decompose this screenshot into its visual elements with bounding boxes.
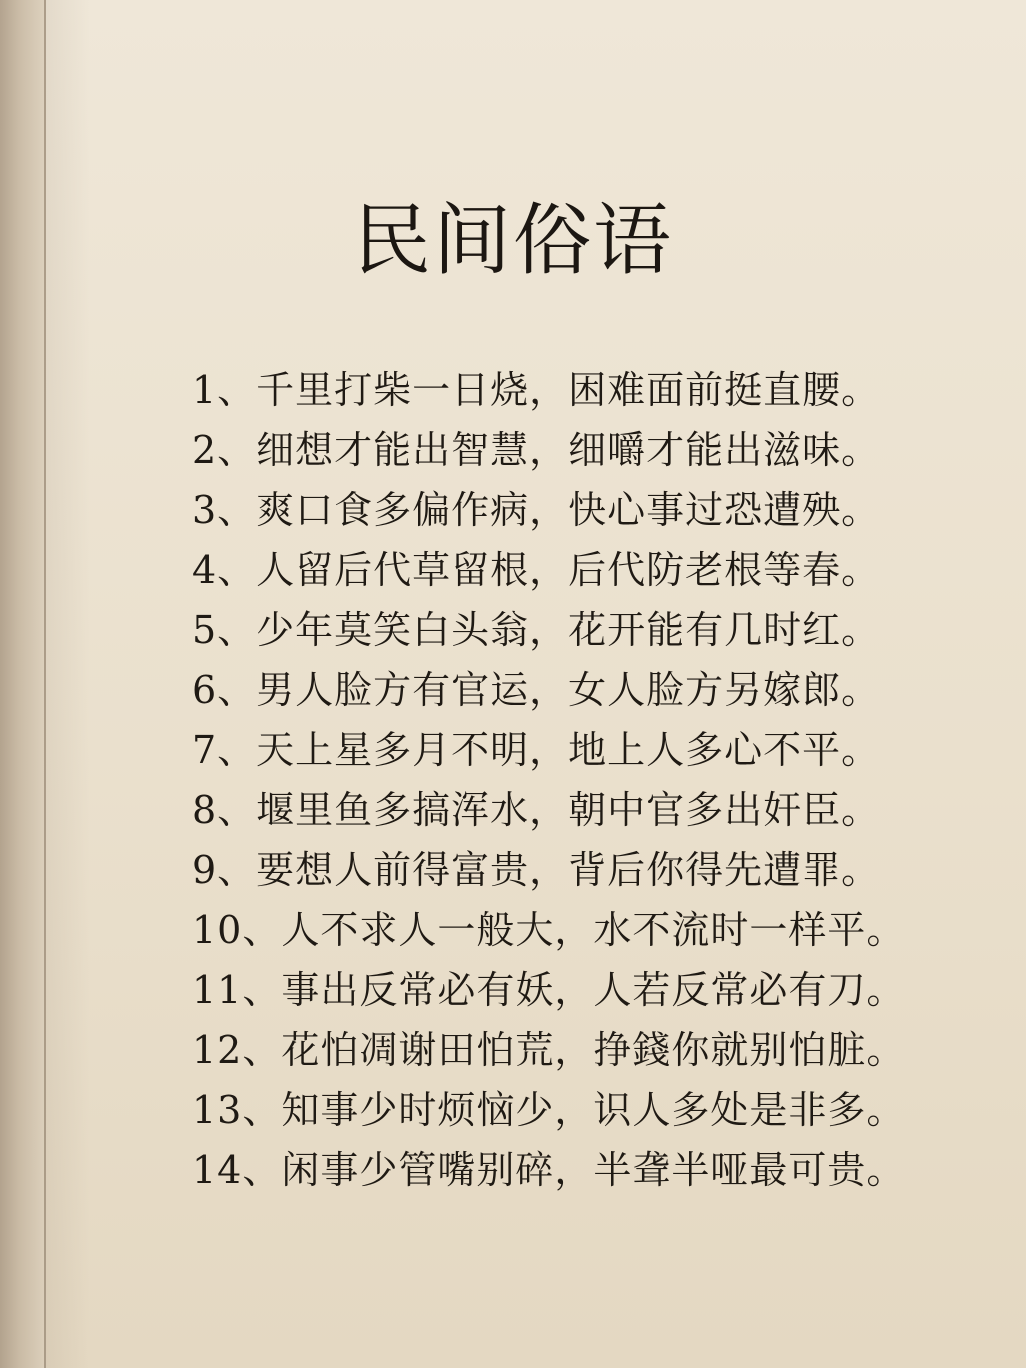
proverb-item: 5、少年莫笑白头翁，花开能有几时红。	[192, 608, 881, 652]
proverb-item: 14、闲事少管嘴别碎，半聋半哑最可贵。	[192, 1148, 906, 1192]
proverb-item: 3、爽口食多偏作病，快心事过恐遭殃。	[192, 488, 881, 532]
proverb-item: 1、千里打柴一日烧，困难面前挺直腰。	[192, 368, 881, 412]
page-title: 民间俗语	[352, 196, 673, 286]
proverb-item: 10、人不求人一般大，水不流时一样平。	[192, 908, 906, 952]
proverb-item: 7、天上星多月不明，地上人多心不平。	[192, 728, 881, 772]
proverb-item: 2、细想才能出智慧，细嚼才能出滋味。	[192, 428, 881, 472]
proverb-item: 13、知事少时烦恼少，识人多处是非多。	[192, 1088, 906, 1132]
proverb-item: 11、事出反常必有妖，人若反常必有刀。	[192, 968, 906, 1012]
proverb-list	[192, 360, 905, 1200]
proverb-item: 9、要想人前得富贵，背后你得先遭罪。	[192, 848, 881, 892]
proverb-item: 8、堰里鱼多搞浑水，朝中官多出奸臣。	[192, 788, 881, 832]
proverb-item: 12、花怕凋谢田怕荒，挣錢你就别怕脏。	[192, 1028, 906, 1072]
proverb-item: 4、人留后代草留根，后代防老根等春。	[192, 548, 881, 592]
proverb-item: 6、男人脸方有官运，女人脸方另嫁郎。	[192, 668, 881, 712]
